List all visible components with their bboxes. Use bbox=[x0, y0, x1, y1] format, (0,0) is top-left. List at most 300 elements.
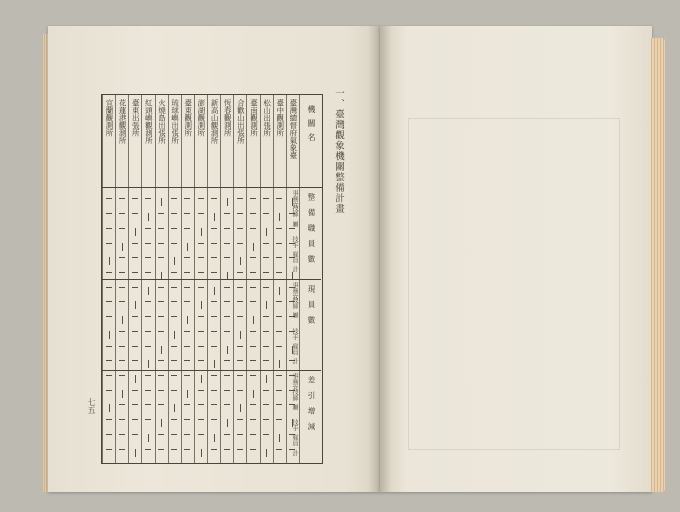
table-cell-mark bbox=[145, 449, 151, 450]
table-cell-mark bbox=[187, 243, 188, 251]
table-cell-mark bbox=[250, 272, 256, 273]
table-cell-mark bbox=[253, 390, 254, 398]
table-cell-mark bbox=[148, 213, 149, 221]
table-cell-mark bbox=[211, 257, 217, 258]
table-cell-mark bbox=[145, 419, 151, 420]
table-cell-mark bbox=[211, 228, 217, 229]
table-cell-mark bbox=[119, 449, 125, 450]
table-cell-mark bbox=[211, 346, 217, 347]
table-cell-mark bbox=[135, 449, 136, 457]
table-cell-mark bbox=[276, 316, 282, 317]
table-cell-mark bbox=[158, 404, 164, 405]
table-cell-mark bbox=[158, 390, 164, 391]
table-cell-mark bbox=[145, 331, 151, 332]
table-cell-mark bbox=[276, 449, 282, 450]
table-cell-mark bbox=[237, 213, 243, 214]
table-cell-mark bbox=[145, 257, 151, 258]
table-cell-mark bbox=[106, 228, 112, 229]
sub-header: 雇員 bbox=[291, 251, 298, 264]
table-cell-mark bbox=[132, 404, 138, 405]
table-cell-mark bbox=[198, 419, 204, 420]
table-cell-mark bbox=[184, 213, 190, 214]
table-cell-mark bbox=[214, 360, 215, 368]
row-label: 宜蘭觀測所 bbox=[105, 99, 114, 137]
table-cell-mark bbox=[227, 198, 228, 206]
sub-header: 雇員 bbox=[291, 342, 298, 355]
table-cell-mark bbox=[184, 228, 190, 229]
table-cell-mark bbox=[201, 449, 202, 457]
table-cell-mark bbox=[201, 301, 202, 309]
table-cell-mark bbox=[184, 434, 190, 435]
table-cell-mark bbox=[106, 375, 112, 376]
table-cell-mark bbox=[171, 198, 177, 199]
table-cell-mark bbox=[119, 198, 125, 199]
table-cell-mark bbox=[276, 243, 282, 244]
table-cell-mark bbox=[237, 346, 243, 347]
table-cell-mark bbox=[263, 419, 269, 420]
table-cell-mark bbox=[198, 434, 204, 435]
table-cell-mark bbox=[106, 449, 112, 450]
sub-header: 事務官 bbox=[291, 190, 298, 208]
table-cell-mark bbox=[132, 331, 138, 332]
table-cell-mark bbox=[106, 287, 112, 288]
table-cell-mark bbox=[145, 301, 151, 302]
table-cell-mark bbox=[263, 346, 269, 347]
row-label: 合歡山出張所 bbox=[236, 99, 246, 144]
table-cell-mark bbox=[253, 316, 254, 324]
table-cell-mark bbox=[250, 257, 256, 258]
table-cell-mark bbox=[276, 228, 282, 229]
table-cell-mark bbox=[237, 419, 243, 420]
table-cell-mark bbox=[158, 360, 164, 361]
table-cell-mark bbox=[198, 287, 204, 288]
table-cell-mark bbox=[132, 419, 138, 420]
table-cell-mark bbox=[171, 301, 177, 302]
table-cell-mark bbox=[198, 331, 204, 332]
table-cell-mark bbox=[171, 243, 177, 244]
table-cell-mark bbox=[106, 213, 112, 214]
table-cell-mark bbox=[224, 375, 230, 376]
sub-header: 技手 bbox=[291, 419, 298, 432]
table-cell-mark bbox=[106, 434, 112, 435]
table-cell-mark bbox=[145, 243, 151, 244]
table-cell-mark bbox=[198, 346, 204, 347]
table-cell-mark bbox=[276, 375, 282, 376]
table-cell-mark bbox=[132, 243, 138, 244]
table-cell-mark bbox=[250, 404, 256, 405]
sub-header: 屬 bbox=[291, 403, 298, 410]
table-cell-mark bbox=[250, 301, 256, 302]
table-cell-mark bbox=[106, 346, 112, 347]
table-cell-mark bbox=[106, 316, 112, 317]
table-cell-mark bbox=[158, 243, 164, 244]
table-cell-mark bbox=[250, 228, 256, 229]
table-cell-mark bbox=[171, 360, 177, 361]
table-cell-mark bbox=[211, 198, 217, 199]
table-cell-mark bbox=[240, 331, 241, 339]
table-cell-mark bbox=[250, 360, 256, 361]
table-cell-mark bbox=[119, 257, 125, 258]
table-cell-mark bbox=[119, 360, 125, 361]
table-cell-mark bbox=[148, 287, 149, 295]
row-label: 花蓮港觀測所 bbox=[118, 99, 128, 144]
sub-header: 計 bbox=[291, 449, 298, 456]
table-cell-mark bbox=[198, 213, 204, 214]
row-label: 新高山觀測所 bbox=[210, 99, 220, 144]
sub-header: 屬 bbox=[291, 312, 298, 319]
table-cell-mark bbox=[119, 346, 125, 347]
table-cell-mark bbox=[237, 243, 243, 244]
table-cell-mark bbox=[171, 316, 177, 317]
table-cell-mark bbox=[263, 331, 269, 332]
table-cell-mark bbox=[237, 287, 243, 288]
page-number: 七五 bbox=[87, 398, 96, 414]
table-cell-mark bbox=[263, 316, 269, 317]
table-cell-mark bbox=[240, 404, 241, 412]
table-cell-mark bbox=[224, 404, 230, 405]
table-cell-mark bbox=[122, 390, 123, 398]
table-cell-mark bbox=[250, 198, 256, 199]
table-cell-mark bbox=[158, 287, 164, 288]
table-cell-mark bbox=[119, 331, 125, 332]
row-label: 臺南觀測所 bbox=[249, 99, 259, 137]
table-cell-mark bbox=[263, 243, 269, 244]
table-cell-mark bbox=[171, 390, 177, 391]
table-cell-mark bbox=[198, 404, 204, 405]
table-cell-mark bbox=[171, 228, 177, 229]
table-cell-mark bbox=[184, 404, 190, 405]
table-cell-mark bbox=[263, 434, 269, 435]
table-cell-mark bbox=[214, 287, 215, 295]
row-label: 火燒島出張所 bbox=[157, 99, 167, 144]
table-cell-mark bbox=[227, 419, 228, 427]
table-cell-mark bbox=[250, 287, 256, 288]
table-cell-mark bbox=[119, 404, 125, 405]
table-cell-mark bbox=[171, 434, 177, 435]
table-cell-mark bbox=[184, 301, 190, 302]
sub-header: 雇員 bbox=[291, 434, 298, 447]
table-cell-mark bbox=[237, 434, 243, 435]
fore-edge bbox=[651, 38, 665, 492]
table-cell-mark bbox=[135, 228, 136, 236]
table-cell-mark bbox=[106, 198, 112, 199]
table-cell-mark bbox=[119, 228, 125, 229]
table-cell-mark bbox=[276, 272, 282, 273]
table-cell-mark bbox=[132, 434, 138, 435]
table-cell-mark bbox=[132, 316, 138, 317]
table-cell-mark bbox=[211, 243, 217, 244]
table-cell-mark bbox=[266, 375, 267, 383]
table-cell-mark bbox=[132, 198, 138, 199]
row-label: 松山出張所 bbox=[262, 99, 272, 137]
table-cell-mark bbox=[158, 434, 164, 435]
table-cell-mark bbox=[174, 257, 175, 265]
group-header: 整備職員數 bbox=[307, 193, 316, 271]
table-cell-mark bbox=[276, 419, 282, 420]
table-cell-mark bbox=[184, 449, 190, 450]
sub-header: 計 bbox=[291, 358, 298, 365]
header-name-label: 機關名 bbox=[307, 105, 316, 147]
table-cell-mark bbox=[211, 404, 217, 405]
table-cell-mark bbox=[184, 287, 190, 288]
table-cell-mark bbox=[224, 228, 230, 229]
table-cell-mark bbox=[276, 257, 282, 258]
table-cell-mark bbox=[132, 390, 138, 391]
table-cell-mark bbox=[198, 257, 204, 258]
table-cell-mark bbox=[263, 198, 269, 199]
table-cell-mark bbox=[224, 301, 230, 302]
table-cell-mark bbox=[237, 360, 243, 361]
table-cell-mark bbox=[224, 316, 230, 317]
table-cell-mark bbox=[106, 272, 112, 273]
table-cell-mark bbox=[237, 228, 243, 229]
table-cell-mark bbox=[224, 213, 230, 214]
sub-header: 技師 bbox=[291, 388, 298, 401]
table-cell-mark bbox=[224, 257, 230, 258]
table-cell-mark bbox=[122, 316, 123, 324]
sub-header: 屬 bbox=[291, 220, 298, 227]
table-cell-mark bbox=[171, 375, 177, 376]
table-cell-mark bbox=[171, 449, 177, 450]
group-header: 現員數 bbox=[307, 284, 316, 332]
table-cell-mark bbox=[158, 257, 164, 258]
table-cell-mark bbox=[171, 213, 177, 214]
table-cell-mark bbox=[263, 213, 269, 214]
row-label: 琉球嶼出張所 bbox=[170, 99, 180, 144]
row-label: 臺東觀測所 bbox=[183, 99, 193, 137]
table-cell-mark bbox=[109, 404, 110, 412]
table-cell-mark bbox=[158, 316, 164, 317]
table-cell-mark bbox=[224, 243, 230, 244]
table-cell-mark bbox=[211, 301, 217, 302]
table-cell-mark bbox=[214, 213, 215, 221]
left-page bbox=[48, 26, 380, 492]
book-gutter bbox=[368, 26, 392, 492]
table-cell-mark bbox=[211, 272, 217, 273]
table-cell-mark bbox=[201, 375, 202, 383]
table-cell-mark bbox=[198, 360, 204, 361]
table-cell-mark bbox=[250, 346, 256, 347]
table-cell-mark bbox=[145, 316, 151, 317]
table-cell-mark bbox=[171, 346, 177, 347]
table-cell-mark bbox=[224, 287, 230, 288]
table-cell-mark bbox=[132, 272, 138, 273]
table-cell-mark bbox=[119, 434, 125, 435]
table-cell-mark bbox=[279, 213, 280, 221]
table-cell-mark bbox=[171, 419, 177, 420]
table-cell-mark bbox=[106, 390, 112, 391]
table-cell-mark bbox=[171, 272, 177, 273]
table-cell-mark bbox=[145, 390, 151, 391]
group-header: 差引增減 bbox=[307, 376, 316, 439]
table-cell-mark bbox=[184, 360, 190, 361]
table-cell-mark bbox=[211, 449, 217, 450]
table-cell-mark bbox=[158, 228, 164, 229]
table-cell-mark bbox=[109, 331, 110, 339]
table-cell-mark bbox=[106, 419, 112, 420]
table-cell-mark bbox=[145, 198, 151, 199]
table-cell-mark bbox=[253, 243, 254, 251]
table-cell-mark bbox=[250, 375, 256, 376]
table-cell-mark bbox=[250, 434, 256, 435]
row-label: 恆春觀測所 bbox=[223, 99, 233, 137]
table-cell-mark bbox=[184, 346, 190, 347]
table-cell-mark bbox=[211, 390, 217, 391]
table-cell-mark bbox=[198, 390, 204, 391]
table-cell-mark bbox=[174, 331, 175, 339]
table-cell-mark bbox=[184, 272, 190, 273]
table-cell-mark bbox=[279, 434, 280, 442]
table-cell-mark bbox=[240, 257, 241, 265]
table-cell-mark bbox=[106, 301, 112, 302]
table-cell-mark bbox=[161, 198, 162, 206]
table-cell-mark bbox=[184, 198, 190, 199]
table-cell-mark bbox=[263, 287, 269, 288]
table-cell-mark bbox=[145, 404, 151, 405]
table-cell-mark bbox=[132, 213, 138, 214]
table-cell-mark bbox=[132, 287, 138, 288]
table-cell-mark bbox=[158, 449, 164, 450]
table-cell-mark bbox=[201, 228, 202, 236]
table-cell-mark bbox=[119, 287, 125, 288]
table-cell-mark bbox=[158, 213, 164, 214]
table-cell-mark bbox=[250, 449, 256, 450]
sub-header: 計 bbox=[291, 266, 298, 273]
table-cell-mark bbox=[158, 375, 164, 376]
table-cell-mark bbox=[224, 449, 230, 450]
table-cell-mark bbox=[237, 198, 243, 199]
table-cell-mark bbox=[266, 449, 267, 457]
table-cell-mark bbox=[276, 331, 282, 332]
sub-header: 技師 bbox=[291, 296, 298, 309]
table-cell-mark bbox=[174, 404, 175, 412]
table-cell-mark bbox=[119, 213, 125, 214]
table-cell-mark bbox=[135, 301, 136, 309]
data-table bbox=[101, 94, 323, 464]
table-cell-mark bbox=[224, 360, 230, 361]
group-divider bbox=[102, 370, 321, 371]
table-cell-mark bbox=[227, 346, 228, 354]
table-cell-mark bbox=[171, 287, 177, 288]
bleed-through-table bbox=[408, 118, 620, 450]
table-cell-mark bbox=[198, 243, 204, 244]
right-page bbox=[380, 26, 652, 492]
table-cell-mark bbox=[276, 390, 282, 391]
table-cell-mark bbox=[237, 390, 243, 391]
sub-header: 事務官 bbox=[291, 373, 298, 392]
table-cell-mark bbox=[237, 301, 243, 302]
table-cell-mark bbox=[250, 331, 256, 332]
table-cell-mark bbox=[266, 228, 267, 236]
sub-header: 事務官 bbox=[291, 281, 298, 300]
table-cell-mark bbox=[106, 360, 112, 361]
table-cell-mark bbox=[106, 243, 112, 244]
table-cell-mark bbox=[119, 272, 125, 273]
row-label: 紅頭嶼觀測所 bbox=[144, 99, 154, 144]
table-cell-mark bbox=[276, 404, 282, 405]
table-cell-mark bbox=[211, 316, 217, 317]
table-cell-mark bbox=[263, 390, 269, 391]
group-divider bbox=[102, 187, 321, 188]
open-book bbox=[40, 26, 638, 496]
row-label: 臺灣總督府氣象臺 bbox=[288, 99, 298, 159]
table-cell-mark bbox=[211, 375, 217, 376]
table-cell-mark bbox=[276, 301, 282, 302]
table-cell-mark bbox=[276, 198, 282, 199]
row-label: 澎湖觀測所 bbox=[196, 99, 206, 137]
table-cell-mark bbox=[279, 360, 280, 368]
table-cell-mark bbox=[148, 360, 149, 368]
page-title: 一、臺灣觀象機關整備計畫 bbox=[333, 88, 344, 214]
sub-header: 技師 bbox=[291, 205, 298, 218]
sub-header: 技手 bbox=[291, 327, 298, 340]
table-cell-mark bbox=[109, 257, 110, 265]
table-cell-mark bbox=[237, 272, 243, 273]
table-cell-mark bbox=[224, 331, 230, 332]
table-cell-mark bbox=[237, 449, 243, 450]
table-cell-mark bbox=[263, 257, 269, 258]
table-cell-mark bbox=[148, 434, 149, 442]
table-cell-mark bbox=[161, 419, 162, 427]
table-cell-mark bbox=[198, 316, 204, 317]
table-cell-mark bbox=[279, 287, 280, 295]
table-cell-mark bbox=[276, 346, 282, 347]
group-divider bbox=[102, 279, 321, 280]
table-cell-mark bbox=[211, 331, 217, 332]
table-cell-mark bbox=[119, 301, 125, 302]
table-cell-mark bbox=[158, 331, 164, 332]
table-cell-mark bbox=[263, 404, 269, 405]
table-cell-mark bbox=[250, 419, 256, 420]
table-cell-mark bbox=[211, 419, 217, 420]
table-cell-mark bbox=[289, 228, 295, 229]
table-cell-mark bbox=[132, 360, 138, 361]
table-cell-mark bbox=[224, 390, 230, 391]
table-cell-mark bbox=[224, 434, 230, 435]
table-cell-mark bbox=[198, 272, 204, 273]
row-label: 臺中觀測所 bbox=[275, 99, 285, 137]
table-cell-mark bbox=[184, 375, 190, 376]
table-cell-mark bbox=[132, 346, 138, 347]
table-cell-mark bbox=[184, 257, 190, 258]
table-cell-mark bbox=[187, 390, 188, 398]
table-cell-mark bbox=[158, 301, 164, 302]
table-cell-mark bbox=[119, 375, 125, 376]
table-cell-mark bbox=[161, 346, 162, 354]
table-cell-mark bbox=[145, 375, 151, 376]
table-cell-mark bbox=[263, 272, 269, 273]
table-cell-mark bbox=[184, 331, 190, 332]
table-cell-mark bbox=[145, 272, 151, 273]
table-cell-mark bbox=[250, 213, 256, 214]
table-cell-mark bbox=[145, 228, 151, 229]
table-cell-mark bbox=[237, 316, 243, 317]
table-cell-mark bbox=[237, 375, 243, 376]
table-cell-mark bbox=[198, 198, 204, 199]
table-cell-mark bbox=[184, 419, 190, 420]
sub-header: 技手 bbox=[291, 235, 298, 248]
table-cell-mark bbox=[266, 301, 267, 309]
table-cell-mark bbox=[132, 257, 138, 258]
table-cell-mark bbox=[187, 316, 188, 324]
table-cell-mark bbox=[263, 360, 269, 361]
table-cell-mark bbox=[122, 243, 123, 251]
table-cell-mark bbox=[214, 434, 215, 442]
table-cell-mark bbox=[135, 375, 136, 383]
row-label: 臺東出張所 bbox=[131, 99, 141, 137]
table-cell-mark bbox=[119, 419, 125, 420]
table-cell-mark bbox=[145, 346, 151, 347]
